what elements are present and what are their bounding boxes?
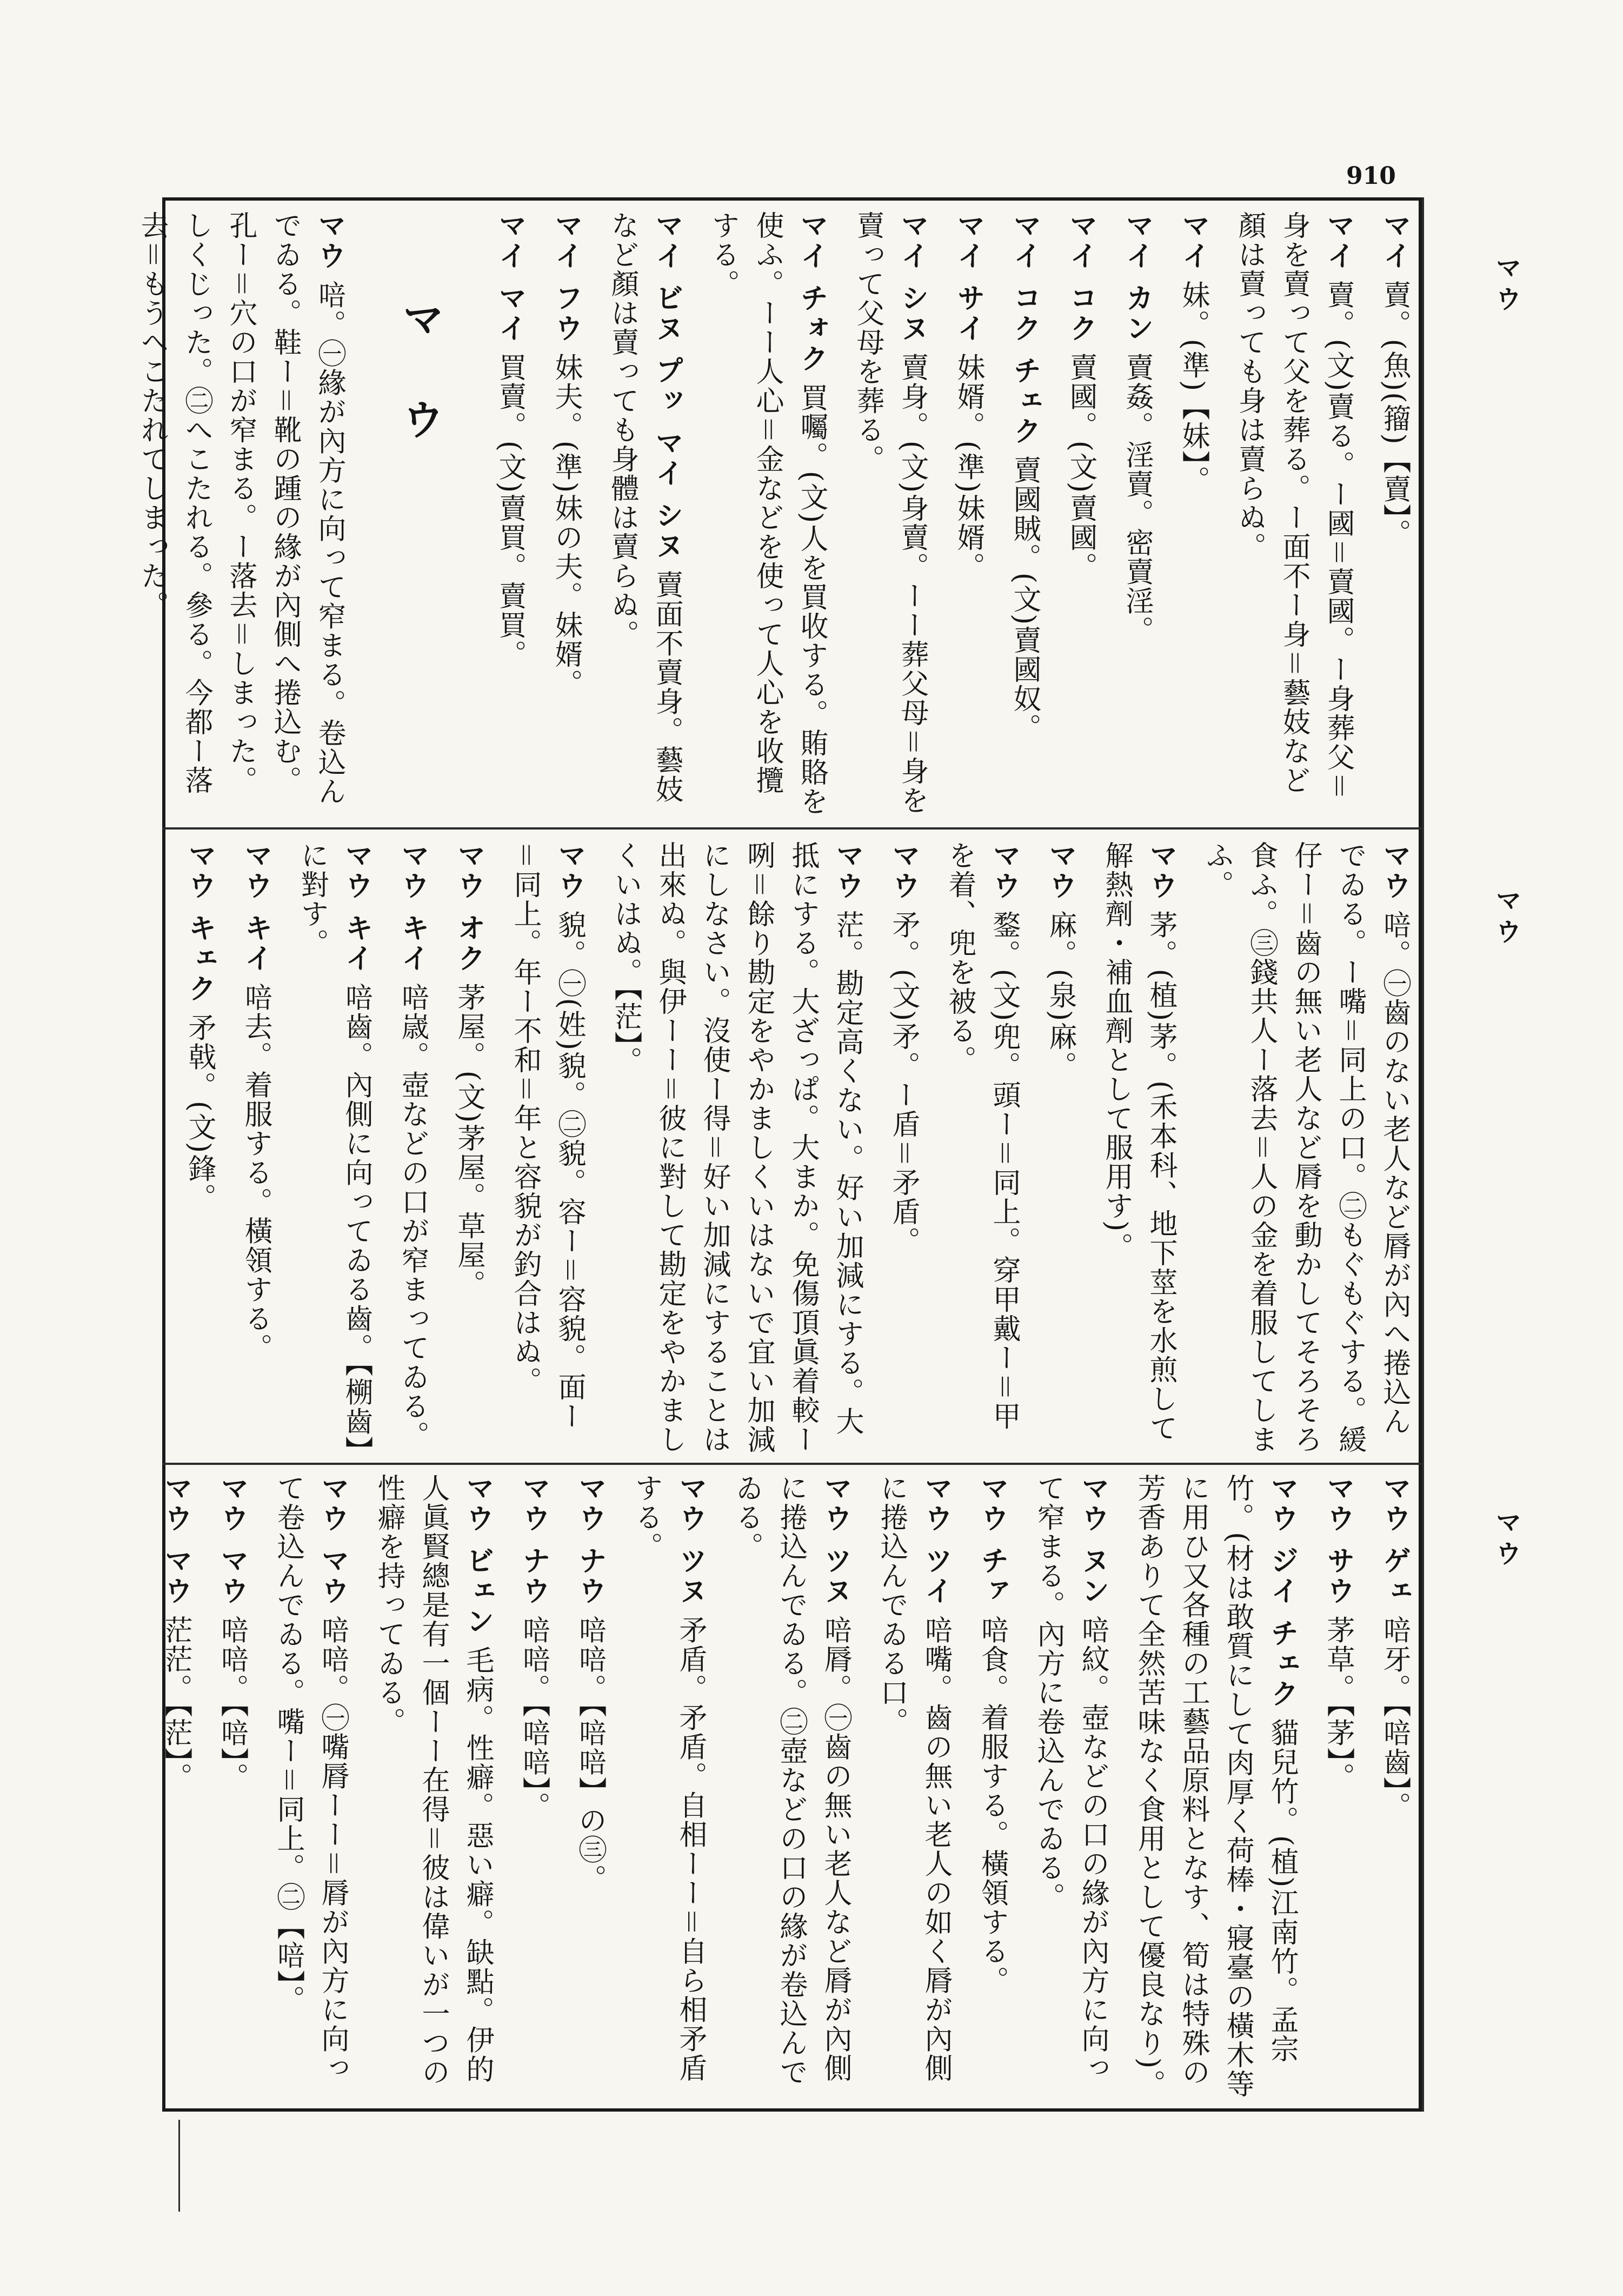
- entry-reading: マウ: [553, 841, 586, 901]
- entry-reading: マウ キイ: [240, 841, 272, 974]
- dictionary-entry: [1227, 211, 1360, 817]
- header-rule-inner: [1422, 197, 1424, 2112]
- dictionary-entry: [1171, 211, 1215, 817]
- dictionary-entry: [544, 211, 588, 817]
- dictionary-entry: [447, 841, 491, 1455]
- entry-reading: マイ カン: [1121, 211, 1154, 344]
- entry-reading: マウ ジイ チェク: [1266, 1474, 1299, 1710]
- entry-definition: 鍪。(文)兜。頭ー＝同上。穿甲戴ー＝甲を着、兜を被る。: [943, 841, 1020, 1431]
- dictionary-entry: [1038, 841, 1082, 1455]
- dictionary-entry: [624, 1474, 713, 2103]
- entry-definition: 妹婿。(準)妹婿。: [952, 353, 985, 582]
- entry-reading: マウ マウ: [216, 1474, 249, 1607]
- dictionary-entry: [568, 1474, 612, 2103]
- dictionary-entry: [1372, 1474, 1416, 2103]
- entry-definition: 㖣㖣。【㖣㖣】。: [517, 1615, 550, 1821]
- entry-reading: マイ コク チェク: [1008, 211, 1041, 447]
- entry-reading: マウ: [988, 841, 1021, 901]
- entry-reading: マウ: [313, 211, 346, 271]
- entry-reading: マウ オク: [453, 841, 485, 974]
- dictionary-entry: [603, 841, 869, 1455]
- entry-reading: マウ マウ: [159, 1474, 192, 1607]
- entry-definition: 㖣。㊀齒のない老人など脣が內へ捲込んでゐる。ー嘴＝同上の口。㊁もぐもぐする。緩仔ー＝齒の無い老人など脣を動かしてそろそろ食ふ。㊂錢共人ー落去＝人の金を着服してしまふ。: [1201, 841, 1411, 1454]
- entry-reading: マウ: [887, 841, 920, 901]
- dictionary-entry: [130, 211, 351, 817]
- entry-definition: 貌。㊀(姓)貌。㊁貌。容ー＝容貌。面ー＝同上。年ー不和＝年と容貌が釣合はぬ。: [509, 841, 586, 1431]
- dictionary-entry: [970, 1474, 1014, 2103]
- entry-reading: マイ マイ: [494, 211, 527, 344]
- entry-definition: 㖣𡻕。壺などの口が窄まってゐる。: [396, 983, 429, 1450]
- entry-definition: 㖣牙。【㖣齒】。: [1378, 1615, 1411, 1821]
- entry-reading: マウ キイ: [340, 841, 373, 974]
- running-head-3: マウ: [1491, 1509, 1521, 1571]
- dictionary-entry: [846, 211, 934, 817]
- entry-definition: 毛病。性癖。惡い癖。缺點。伊的人眞賢總是有一個ーー在得＝彼は偉いが一つの性癖を持ってゐる。: [373, 1474, 494, 2087]
- entry-definition: 買賣。(文)賣買。賣買。: [494, 353, 526, 669]
- entry-definition: 妹夫。(準)妹の夫。妹婿。: [550, 353, 582, 699]
- entry-definition: 㖣紋。壺などの口の緣が內方に向って窄まる。內方に卷込んでゐる。: [1032, 1474, 1109, 2083]
- entry-reading: マウ ツヌ: [674, 1474, 707, 1607]
- entry-definition: 賣面不賣身。藝妓など顏は賣っても身體は賣らぬ。: [606, 211, 683, 804]
- tier-3: [159, 1474, 1416, 2103]
- entry-reading: マイ シヌ: [896, 211, 929, 344]
- dictionary-entry: [511, 1474, 556, 2103]
- tier-divider-2: [162, 1463, 1422, 1465]
- dictionary-entry: [937, 841, 1026, 1455]
- entry-reading: マウ ナウ: [517, 1474, 550, 1607]
- running-head-1: マウ: [1491, 254, 1521, 317]
- entry-definition: 賣姦。淫賣。密賣淫。: [1121, 353, 1153, 645]
- entry-definition: 㖣嘴。齒の無い老人の如く脣が內側に捲込んでゐる口。: [875, 1474, 952, 2083]
- entry-reading: マウ チァ: [976, 1474, 1009, 1607]
- dictionary-entry: [1316, 1474, 1360, 2103]
- dictionary-entry: [1002, 211, 1047, 817]
- entry-definition: 賣。(魚)(籀)【賣】。: [1378, 280, 1411, 548]
- running-head-2: マウ: [1491, 887, 1521, 950]
- dictionary-entry: [266, 1474, 355, 2103]
- entry-reading: マウ ツヌ: [819, 1474, 852, 1607]
- dictionary-entry: [210, 1474, 254, 2103]
- entry-definition: 㖣。㊀緣が內方に向って窄まる。卷込んでゐる。鞋ー＝靴の踵の緣が內側へ捲込む。孔ー＝穴の口が窄まる。ー落去＝しまった。しくじった。㊁へこたれる。參る。今都ー落去＝もうへこたれてしまった。: [136, 211, 345, 806]
- entry-definition: 茫茫。【茫】。: [159, 1615, 192, 1792]
- entry-definition: 㖣去。着服する。橫領する。: [240, 983, 272, 1363]
- entry-definition: 㖣㖣。【㖣㖣】の㊂。: [574, 1615, 606, 1894]
- entry-reading: マウ ゲェ: [1378, 1474, 1411, 1607]
- entry-definition: 賣。(文)賣る。ー國＝賣國。ー身葬父＝身を賣って父を葬る。ー面不ー身＝藝妓など顏は賣っても身は賣らぬ。: [1233, 211, 1354, 801]
- entry-definition: 茅草。【茅】。: [1322, 1615, 1354, 1792]
- entry-definition: 㖣㖣。㊀嘴脣ーー＝脣が內方に向って卷込んでゐる。嘴ー＝同上。㊁【㖣】。: [272, 1474, 349, 2083]
- entry-reading: マイ コク: [1065, 211, 1097, 344]
- dictionary-entry: [234, 841, 278, 1455]
- dictionary-entry: [154, 1474, 198, 2103]
- entry-definition: 㖣齒。內側に向ってゐる齒。【㮶齒】に對す。: [296, 841, 373, 1451]
- dictionary-entry: [881, 841, 926, 1455]
- tier-divider-1: [162, 827, 1422, 830]
- entry-definition: 買囑。(文)人を買收する。賄賂を使ふ。ーー人心＝金などを使って人心を收攬する。: [707, 211, 828, 817]
- entry-reading: マウ ツイ: [920, 1474, 953, 1607]
- tier-1: [136, 211, 1416, 817]
- entry-definition: 茅屋。(文)茅屋。草屋。: [453, 983, 485, 1299]
- dictionary-entry: [946, 211, 990, 817]
- entry-definition: 妹。(準)【妹】。: [1177, 280, 1209, 495]
- entry-definition: 矛。(文)矛。ー盾＝矛盾。: [887, 910, 920, 1256]
- dictionary-entry: [701, 211, 834, 817]
- dictionary-entry: [1372, 211, 1416, 817]
- entry-definition: 貓兒竹。(植)江南竹。孟宗竹。(材は敢質にして肉厚く荷棒・寢臺の橫木等に用ひ又各種の工藝品原料となす、筍は特殊の芳香ありて全然苦味なく食用として優良なり)。: [1133, 1474, 1298, 2099]
- entry-reading: マウ: [1145, 841, 1178, 901]
- entry-reading: マイ チォク: [795, 211, 828, 375]
- entry-reading: マウ ビェン: [461, 1474, 494, 1637]
- dictionary-entry: [1115, 211, 1159, 817]
- entry-definition: 賣國賊。(文)賣國奴。: [1008, 455, 1041, 743]
- entry-definition: 麻。(泉)麻。: [1044, 910, 1076, 1081]
- entry-reading: マイ フウ: [550, 211, 583, 344]
- entry-definition: 賣身。(文)身賣。ーー葬父母＝身を賣って父母を葬る。: [852, 211, 928, 815]
- dictionary-entry: [1059, 211, 1103, 817]
- entry-definition: 矛盾。矛盾。自相ーー＝自ら相矛盾する。: [630, 1474, 707, 2083]
- entry-definition: 茅。(植)茅。(禾本科、地下莖を水煎して解熱劑・補血劑として服用す)。: [1100, 841, 1177, 1443]
- entry-reading: マウ ナウ: [574, 1474, 607, 1607]
- dictionary-entry: [290, 841, 378, 1455]
- entry-reading: マイ サイ: [952, 211, 985, 344]
- entry-reading: マウ: [831, 841, 864, 901]
- entry-definition: 矛戟。(文)鋒。: [183, 1013, 216, 1213]
- dictionary-entry: [1094, 841, 1183, 1455]
- entry-reading: マイ ビヌ プッ マイ シヌ: [650, 211, 683, 562]
- entry-reading: マウ キェク: [183, 841, 216, 1005]
- dictionary-entry: [1026, 1474, 1115, 2103]
- dictionary-entry: [488, 211, 532, 817]
- entry-reading: マウ サウ: [1322, 1474, 1355, 1607]
- dictionary-entry: [503, 841, 591, 1455]
- entry-reading: マイ: [1177, 211, 1210, 271]
- tier-2: [184, 841, 1416, 1455]
- entry-reading: マウ ヌン: [1076, 1474, 1109, 1607]
- margin-rule: [178, 2120, 180, 2212]
- entry-reading: マイ: [1322, 211, 1355, 271]
- entry-reading: マウ マウ: [316, 1474, 349, 1607]
- entry-definition: 賣國。(文)賣國。: [1065, 353, 1097, 582]
- entry-definition: 㖣㖣。【㖣】。: [216, 1615, 248, 1792]
- dictionary-entry: [367, 1474, 500, 2103]
- entry-reading: マイ: [1378, 211, 1411, 271]
- entry-reading: マウ キイ: [396, 841, 429, 974]
- dictionary-entry: [600, 211, 689, 817]
- entry-definition: 㖣食。着服する。橫領する。: [976, 1615, 1008, 1995]
- dictionary-entry: [869, 1474, 958, 2103]
- dictionary-entry: [724, 1474, 857, 2103]
- dictionary-entry: [1127, 1474, 1304, 2103]
- entry-reading: マウ: [1044, 841, 1077, 901]
- dictionary-entry: [390, 841, 435, 1455]
- dictionary-entry: [177, 841, 222, 1455]
- entry-definition: 㖣脣。㊀齒の無い老人など脣が內側に捲込んでゐる。㊁壺などの口の緣が卷込んでゐる。: [730, 1474, 852, 2087]
- section-title: マ ウ: [395, 297, 444, 462]
- entry-definition: 茫。勘定高くない。好い加減にする。大抵にする。大ざっぱ。大まか。免傷頂眞着較ー咧＝餘り勘定をやかましくいはないで宜い加減にしなさい。沒使ー得＝好い加減にすることは出來ぬ。與伊ーー＝彼に對して勘定をやかましくいはぬ。【茫】。: [609, 841, 863, 1454]
- dictionary-entry: [1195, 841, 1416, 1455]
- page-number: 910: [1346, 162, 1396, 190]
- entry-reading: マウ: [1378, 841, 1411, 901]
